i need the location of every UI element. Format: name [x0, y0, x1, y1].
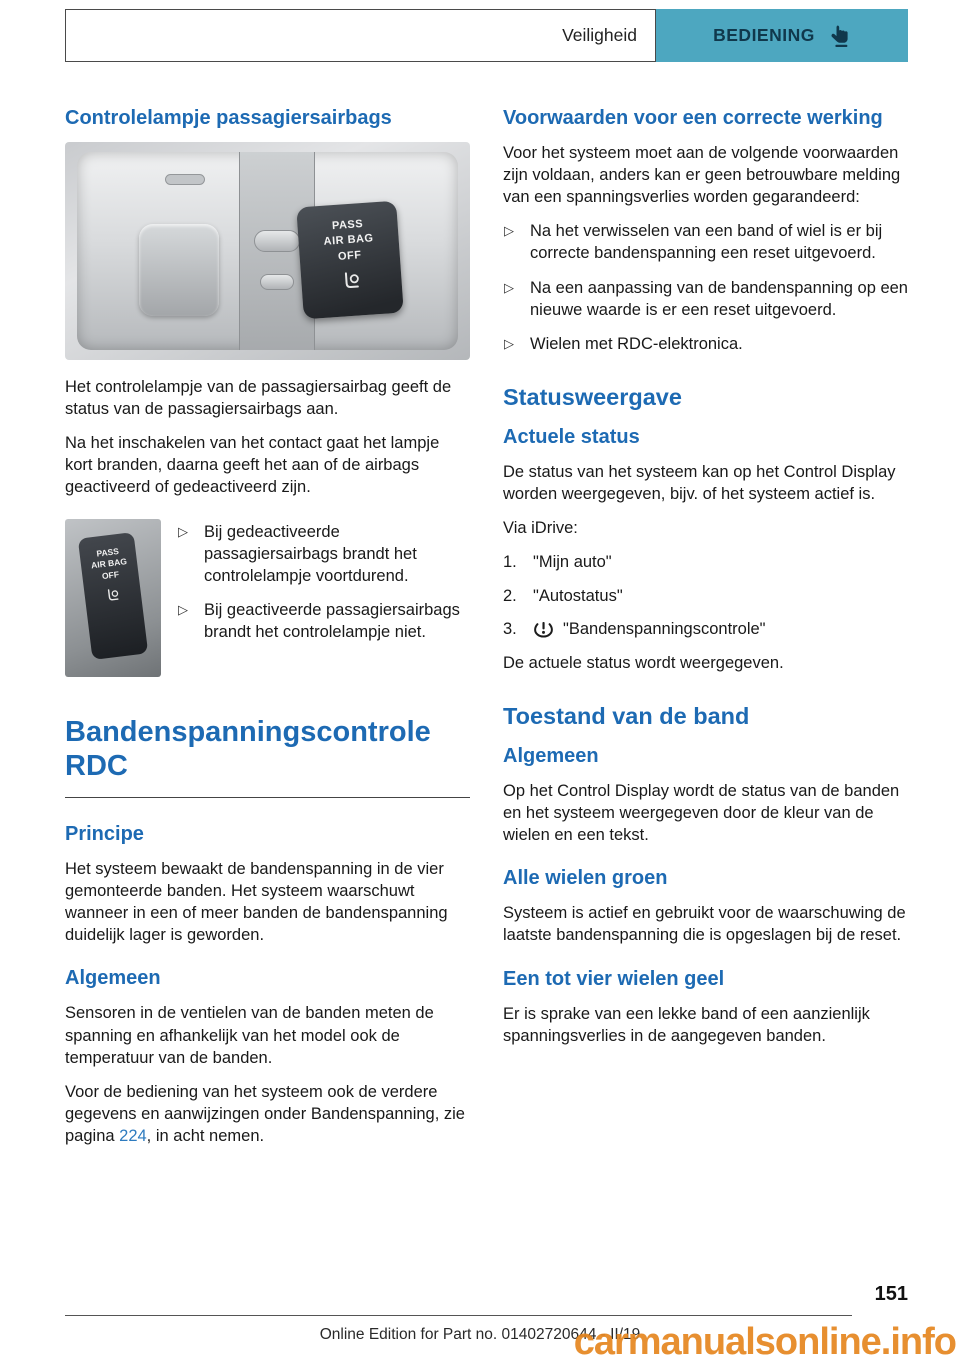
geel-paragraph: Er is sprake van een lekke band of een aanzienlijk spanningsverlies in de aangegeven banden.	[503, 1004, 870, 1045]
hand-pointer-icon	[829, 24, 851, 48]
chapter-tab	[656, 9, 908, 62]
list-item-text: Wielen met RDC-elektronica.	[530, 334, 743, 353]
idrive-paragraph: Via iDrive:	[503, 519, 578, 538]
list-item	[503, 277, 908, 321]
airbag-deactivated-icon	[104, 587, 122, 605]
footer-rule	[65, 1315, 852, 1316]
pass-label: PASS	[95, 545, 120, 559]
pass-label: PASS	[331, 218, 364, 233]
list-item	[503, 333, 908, 355]
idrive-steps	[503, 551, 908, 639]
step-number: 1.	[503, 553, 517, 572]
actuele-status-paragraph: De status van het systeem kan op het Control Display worden weergegeven, bijv. of het systeem actief is.	[503, 463, 896, 504]
pass-airbag-off-indicator	[296, 201, 404, 320]
status-result-paragraph: De actuele status wordt weergegeven.	[503, 653, 784, 672]
paragraph-text: , in acht nemen.	[146, 1126, 265, 1145]
algemeen-paragraph-1: Sensoren in de ventielen van de banden meten de spanning en afhankelijk van het model ook de temperatuur van de banden.	[65, 1004, 434, 1067]
step-number: 2.	[503, 586, 517, 605]
page-224-link[interactable]: 224	[119, 1126, 147, 1145]
page-number: 151	[874, 1283, 908, 1305]
step-number: 3.	[503, 619, 517, 638]
list-item-text: Na het verwisselen van een band of wiel is er bij correcte bandenspanning een reset uitgevoerd.	[530, 222, 883, 263]
tire-pressure-warning-icon	[533, 619, 554, 638]
sunroof-slider	[165, 174, 205, 185]
chapter-title-bandenspanningscontrole-rdc: Bandenspanningscontrole RDC	[65, 715, 431, 782]
edition-note: Online Edition for Part no. 01402720644 - II/19	[319, 1326, 641, 1343]
oval-button	[254, 230, 300, 252]
list-item-text: Bij geactiveerde passagiersairbags brandt het controlelampje niet.	[204, 600, 460, 641]
airbag-tip-block	[65, 519, 470, 677]
heading-toestand-van-de-band: Toestand van de band	[503, 702, 750, 729]
airbag-label: AIR BAG	[323, 232, 374, 249]
heading-alle-wielen-groen: Alle wielen groen	[503, 867, 668, 890]
watermark: carmanualsonline.info	[573, 1321, 956, 1363]
paragraph-text: Voor de bediening van het systeem ook de verdere gegevens en aanwijzingen onder Bandenspanning, zie pagina	[65, 1082, 465, 1145]
list-item-text: Bij gedeactiveerde passagiersairbags brandt het controlelampje voortdurend.	[204, 522, 417, 585]
triangle-bullet-icon: ▷	[178, 523, 188, 539]
off-label: OFF	[101, 568, 120, 581]
groen-paragraph: Systeem is actief en gebruikt voor de waarschuwing de laatste bandenspanning die is opgeslagen bij de reset.	[503, 904, 906, 945]
left-column	[65, 106, 470, 1159]
heading-algemeen-left: Algemeen	[65, 967, 161, 990]
list-item	[177, 521, 470, 587]
off-label: OFF	[337, 248, 362, 263]
principe-paragraph: Het systeem bewaakt de bandenspanning in de vier gemonteerde banden. Het systeem waarschuwt wanneer in een of meer banden de bandenspanning duidelijk lager is geworden.	[65, 859, 448, 945]
heading-principe: Principe	[65, 822, 144, 845]
heading-controlelampje-passagiersairbags: Controlelampje passagiersairbags	[65, 107, 392, 129]
voorwaarden-list	[503, 220, 908, 355]
triangle-bullet-icon: ▷	[504, 335, 514, 351]
page-body	[65, 106, 908, 1159]
airbag-status-list	[177, 521, 470, 665]
triangle-bullet-icon: ▷	[504, 223, 514, 239]
toestand-algemeen-paragraph: Op het Control Display wordt de status van de banden en het systeem weergegeven door de kleur van de wielen en een tekst.	[503, 782, 900, 845]
voorwaarden-intro: Voor het systeem moet aan de volgende voorwaarden zijn voldaan, anders kan er geen betrouwbare melding van een spanningsverlies worden gegarandeerd:	[503, 144, 901, 207]
section-label: Veiligheid	[562, 25, 637, 45]
airbag-switch-photo	[65, 519, 161, 677]
console-panel	[77, 152, 458, 350]
title-rule	[65, 797, 470, 798]
triangle-bullet-icon: ▷	[178, 601, 188, 617]
heading-actuele-status: Actuele status	[503, 426, 640, 449]
page-header	[65, 9, 908, 62]
console-button	[139, 224, 219, 316]
chapter-label: BEDIENING	[713, 25, 815, 45]
overhead-console-photo	[65, 142, 470, 360]
right-column	[503, 106, 908, 1159]
header-section-box	[65, 9, 656, 62]
step-item	[503, 618, 908, 640]
step-item	[503, 551, 908, 573]
heading-algemeen-right: Algemeen	[503, 745, 599, 768]
algemeen-paragraph-2	[65, 1081, 470, 1147]
oval-button-small	[260, 274, 294, 290]
step-text: "Bandenspanningscontrole"	[563, 619, 766, 638]
heading-een-tot-vier-wielen-geel: Een tot vier wielen geel	[503, 967, 725, 990]
airbag-deactivated-icon	[340, 270, 363, 293]
airbag-label: AIR BAG	[90, 556, 128, 571]
pass-airbag-off-switch	[78, 532, 148, 660]
step-item	[503, 585, 908, 607]
step-text: "Mijn auto"	[533, 553, 612, 572]
triangle-bullet-icon: ▷	[504, 279, 514, 295]
list-item	[177, 599, 470, 643]
step-text: "Autostatus"	[533, 586, 623, 605]
airbag-paragraph-2: Na het inschakelen van het contact gaat het lampje kort branden, daarna geeft het aan of de airbags geactiveerd of gedeactiveerd zijn.	[65, 434, 440, 497]
heading-voorwaarden: Voorwaarden voor een correcte werking	[503, 107, 883, 129]
airbag-paragraph-1: Het controlelampje van de passagiersairbag geeft de status van de passagiersairbags aan.	[65, 378, 452, 419]
list-item	[503, 220, 908, 264]
list-item-text: Na een aanpassing van de bandenspanning op een nieuwe waarde is er een reset uitgevoerd.	[530, 278, 908, 319]
heading-statusweergave: Statusweergave	[503, 383, 682, 410]
